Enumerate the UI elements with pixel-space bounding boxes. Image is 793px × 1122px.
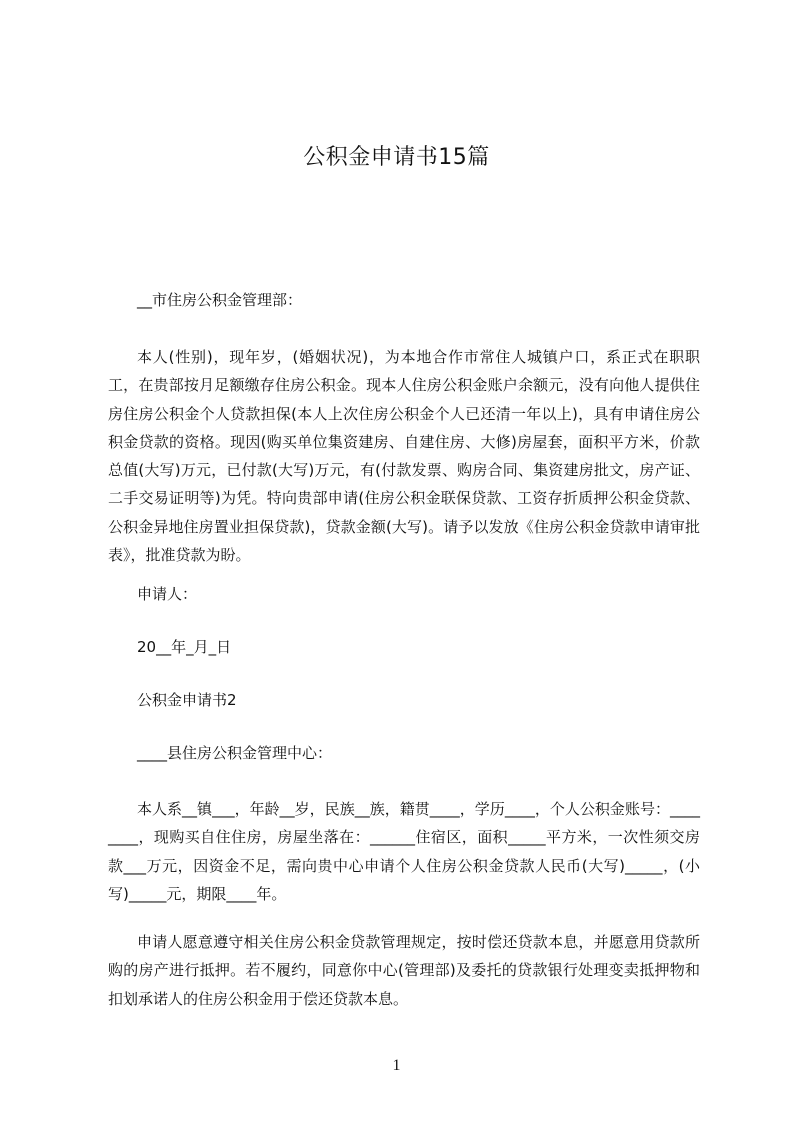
commitment-paragraph: 申请人愿意遵守相关住房公积金贷款管理规定，按时偿还贷款本息，并愿意用贷款所购的房产进行抵押。若不履约，同意你中心(管理部)及委托的贷款银行处理变卖抵押物和扣划承诺人的住房公积金用于偿还贷款本息。	[108, 933, 700, 1008]
recipient-line: __市住房公积金管理部：	[137, 291, 303, 309]
section-heading: 公积金申请书2	[137, 691, 237, 709]
page-number: 1	[392, 1057, 401, 1074]
applicant-label: 申请人：	[137, 585, 198, 603]
date-line: 20__年_月_日	[137, 638, 232, 656]
application-paragraph: 本人系__镇___，年龄__岁，民族__族，籍贯____，学历____，个人公积金账号：________，现购买自住住房，房屋坐落在：______住宿区，面积_____平方米，一次性须交房款___万元，因资金不足，需向贵中心申请个人住房公积金贷款人民币(大写)_____，(小写)_____元，期限____年。	[108, 800, 700, 903]
recipient-line: ____县住房公积金管理中心：	[137, 744, 333, 762]
document-title: 公积金申请书15篇	[303, 145, 490, 170]
application-paragraph: 本人(性别)，现年岁，(婚姻状况)，为本地合作市常住人城镇户口，系正式在职职工，在贵部按月足额缴存住房公积金。现本人住房公积金账户余额元，没有向他人提供住房住房公积金个人贷款担保(本人上次住房公积金个人已还清一年以上)，具有申请住房公积金贷款的资格。现因(购买单位集资建房、自建住房、大修)房屋套，面积平方米，价款总值(大写)万元，已付款(大写)万元，有(付款发票、购房合同、集资建房批文，房产证、二手交易证明等)为凭。特向贵部申请(住房公积金联保贷款、工资存折质押公积金贷款、公积金异地住房置业担保贷款)，贷款金额(大写)。请予以发放《住房公积金贷款申请审批表》，批准贷款为盼。	[108, 348, 700, 565]
